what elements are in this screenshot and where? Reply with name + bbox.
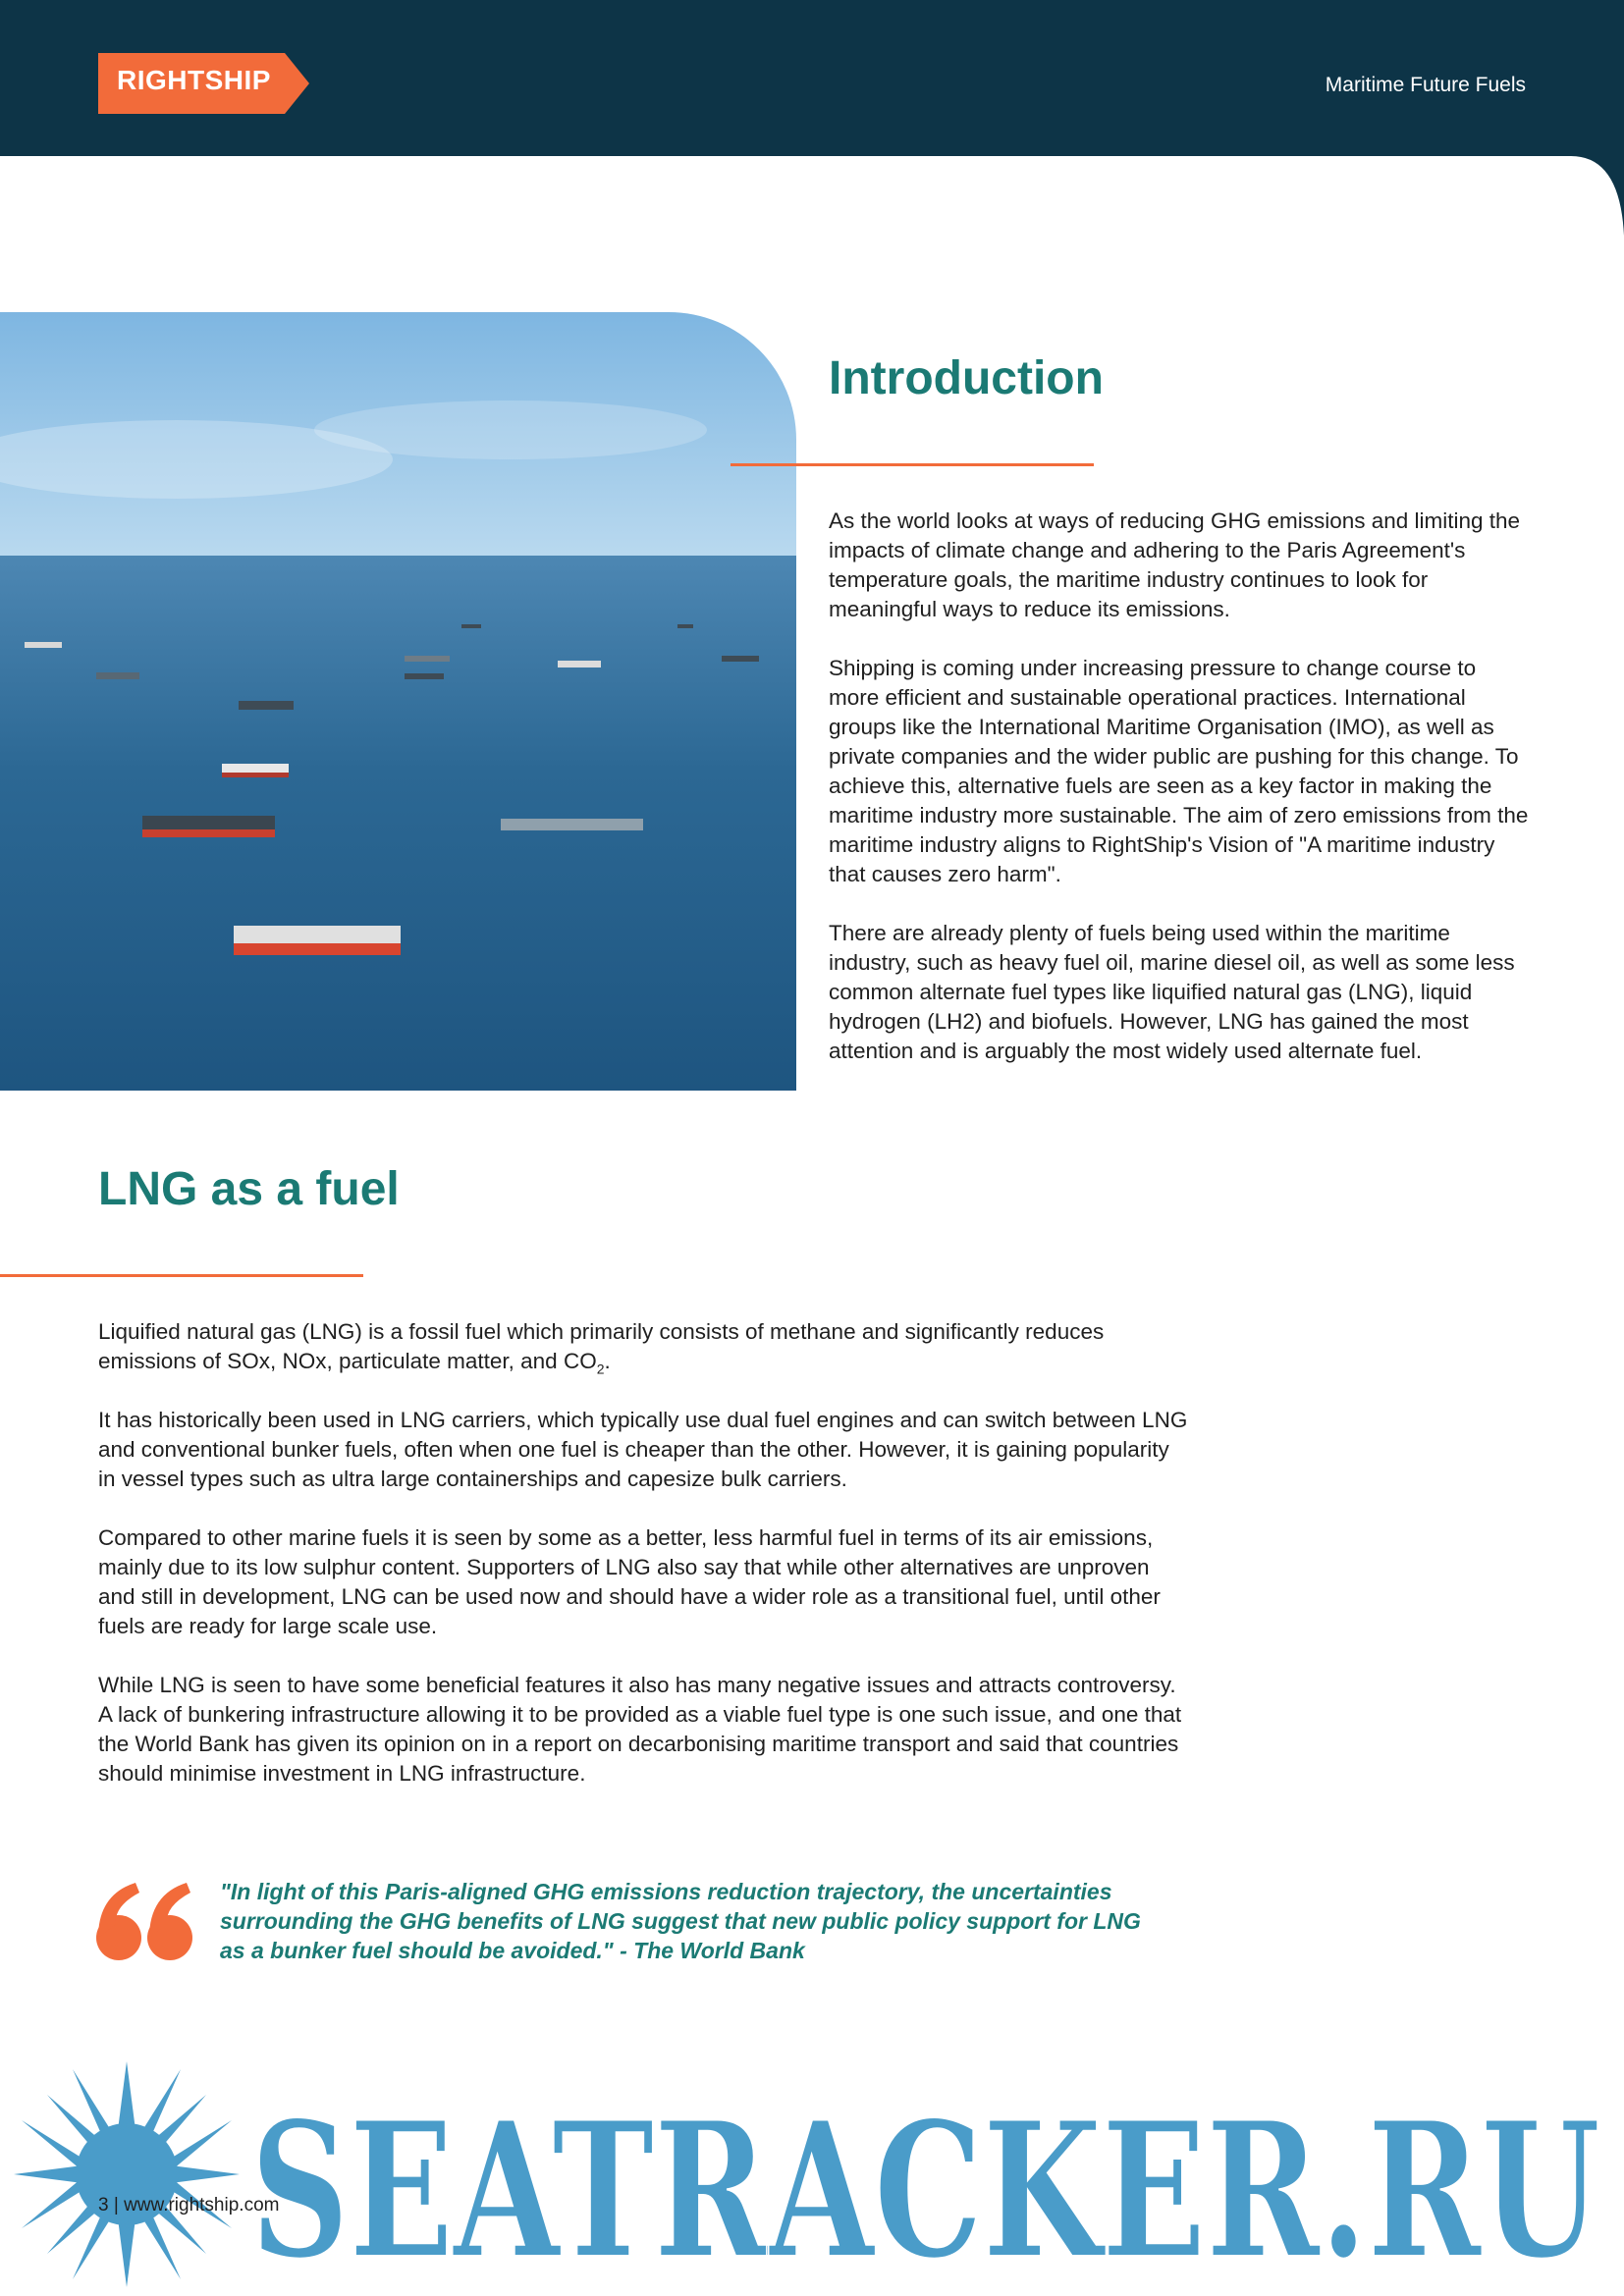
watermark-label: SEATRACKER.RU <box>250 2091 1600 2277</box>
quote-mark-icon <box>94 1877 194 1963</box>
intro-heading: Introduction <box>829 352 1104 404</box>
report-title: Maritime Future Fuels <box>1325 74 1526 96</box>
website-link[interactable]: www.rightship.com <box>124 2195 280 2216</box>
logo-text: RIGHTSHIP <box>117 65 271 95</box>
lng-paragraph: Compared to other marine fuels it is seen by some as a better, less harmful fuel in terms of its air emissions, mainly due to its low sulphur content. Supporters of LNG also say that while other alternatives are unproven and still in development, LNG can be used now and should have a wider role as a transitional fuel, until other fuels are ready for large scale use. <box>98 1525 1161 1638</box>
watermark-text <box>250 2091 1605 2277</box>
header-corner-curve <box>1326 118 1624 393</box>
intro-paragraph: There are already plenty of fuels being used within the maritime industry, such as heavy fuel oil, marine diesel oil, as well as some less common alternate fuel types like liquified natural gas (LNG), liquid hydrogen (LH2) and biofuels. However, LNG has gained the most attention and is arguably the most widely used alternate fuel. <box>829 921 1515 1063</box>
page-number: 3 <box>98 2195 109 2216</box>
intro-paragraph: Shipping is coming under increasing pressure to change course to more efficient and sustainable operational practices. International groups like the International Maritime Organisation (IMO), as well as private companies and the wider public are pushing for this change. To achieve this, alternative fuels are seen as a key factor in making the maritime industry more sustainable. The aim of zero emissions from the maritime industry aligns to RightShip's Vision of "A maritime industry that causes zero harm". <box>829 656 1529 886</box>
lng-paragraph <box>98 1317 1188 1384</box>
lng-paragraph: While LNG is seen to have some beneficial features it also has many negative issues and attracts controversy. A lack of bunkering infrastructure allowing it to be provided as a viable fuel type is one such issue, and one that the World Bank has given its opinion on in a report on decarbonising maritime transport and said that countries should minimise investment in LNG infrastructure. <box>98 1673 1182 1786</box>
watermark-sun-icon <box>14 2061 240 2287</box>
ships-at-sea-photo <box>0 312 796 1091</box>
lng-paragraph-text: Liquified natural gas (LNG) is a fossil fuel which primarily consists of methane and significantly reduces emissions of SOx, NOx, particulate matter, and CO <box>98 1319 1105 1373</box>
lng-paragraph-end: . <box>604 1349 611 1373</box>
co2-subscript: 2 <box>596 1361 605 1377</box>
lng-heading-rule <box>0 1274 363 1277</box>
page-footer <box>98 2195 279 2216</box>
intro-paragraph: As the world looks at ways of reducing GHG emissions and limiting the impacts of climate change and adhering to the Paris Agreement's temperature goals, the maritime industry continues to look for meaningful ways to reduce its emissions. <box>829 508 1521 621</box>
lng-heading: LNG as a fuel <box>98 1163 400 1215</box>
world-bank-quote: "In light of this Paris-aligned GHG emissions reduction trajectory, the uncertainties surrounding the GHG benefits of LNG suggest that new public policy support for LNG as a bunker fuel should be avoided." - The World Bank <box>220 1879 1141 1963</box>
intro-heading-rule <box>731 463 1094 466</box>
footer-separator: | <box>108 2195 125 2216</box>
lng-paragraph: It has historically been used in LNG carriers, which typically use dual fuel engines and can switch between LNG and conventional bunker fuels, often when one fuel is cheaper than the other. However, it is gaining popularity in vessel types such as ultra large containerships and capesize bulk carriers. <box>98 1408 1188 1491</box>
